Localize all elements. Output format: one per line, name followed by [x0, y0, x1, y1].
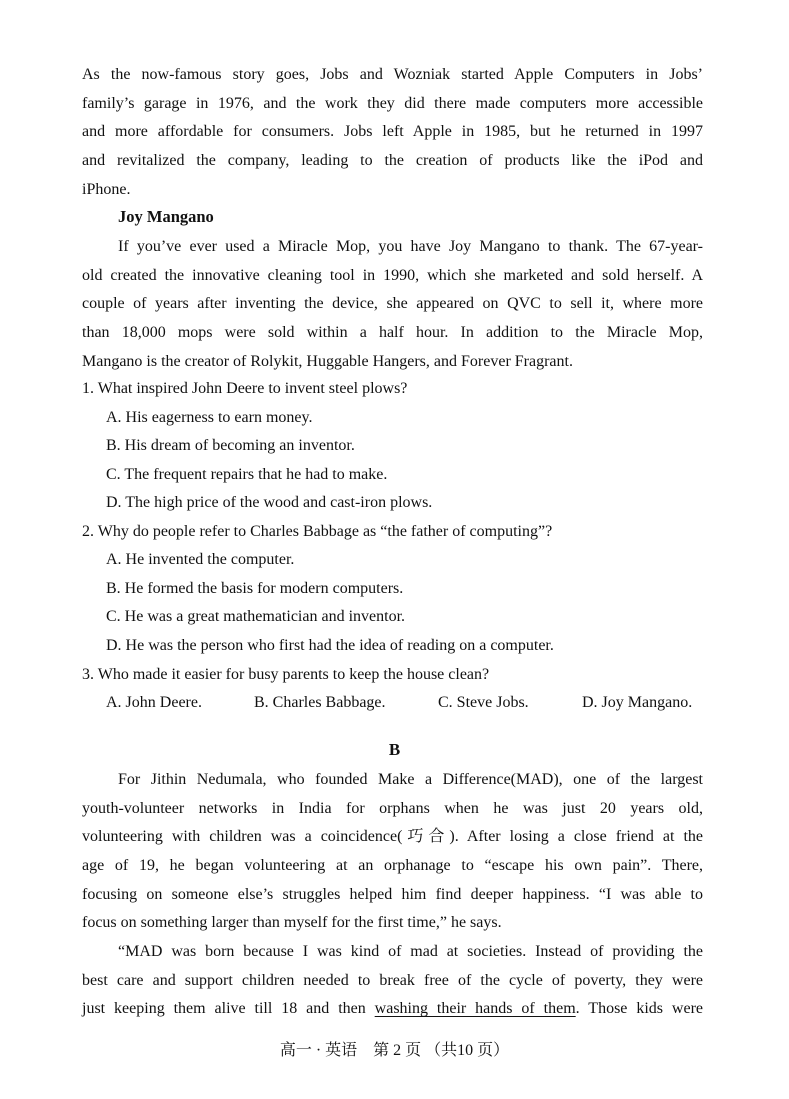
section-heading-mangano: Joy Mangano [118, 207, 214, 226]
text-line: old created the innovative cleaning tool in 1990, which she marketed and sold herself. A [82, 266, 703, 284]
text-line: focusing on someone else’s struggles helped him find deeper happiness. “I was able to [82, 885, 703, 903]
text-line: “MAD was born because I was kind of mad at societies. Instead of providing the [118, 943, 703, 960]
paragraph-jobs [82, 61, 703, 204]
text-segment: . Those kids were [575, 1000, 704, 1018]
question-1-option-d: D. The high price of the wood and cast-iron plows. [106, 494, 433, 511]
text-line: focus on something larger than myself for the first time,” he says. [82, 914, 502, 932]
text-line: and revitalized the company, leading to the creation of products like the iPod and [82, 152, 703, 170]
page-footer: 高一 · 英语 第 2 页 （共10 页） [279, 1042, 510, 1059]
question-1-option-b: B. His dream of becoming an inventor. [106, 437, 355, 454]
text-line: and more affordable for consumers. Jobs left Apple in 1985, but he returned in 1997 [82, 123, 703, 141]
text-line: family’s garage in 1976, and the work they did there made computers more accessible [82, 94, 703, 112]
question-2-option-c: C. He was a great mathematician and inventor. [106, 608, 406, 625]
text-segment: just keeping them alive till 18 and then [82, 1000, 375, 1018]
question-3-option-d: D. Joy Mangano. [582, 694, 693, 711]
text-line: than 18,000 mops were sold within a half hour. In addition to the Miracle Mop, [82, 324, 703, 342]
text-line: age of 19, he began volunteering at an orphanage to “escape his own pain”. There, [82, 857, 703, 875]
question-2-option-b: B. He formed the basis for modern computers. [106, 580, 404, 597]
question-2-option-d: D. He was the person who first had the idea of reading on a computer. [106, 637, 554, 654]
question-2-option-a: A. He invented the computer. [106, 551, 295, 568]
paragraph-b1 [82, 766, 703, 938]
text-line: For Jithin Nedumala, who founded Make a Difference(MAD), one of the largest [118, 771, 703, 788]
text-line-with-underline [82, 995, 703, 1024]
text-line: Mangano is the creator of Rolykit, Huggable Hangers, and Forever Fragrant. [82, 352, 573, 370]
question-3-stem: 3. Who made it easier for busy parents to keep the house clean? [82, 666, 490, 683]
question-1-option-c: C. The frequent repairs that he had to make. [106, 466, 388, 483]
question-1-stem: 1. What inspired John Deere to invent steel plows? [82, 380, 408, 397]
text-line: As the now-famous story goes, Jobs and Wozniak started Apple Computers in Jobs’ [82, 66, 703, 83]
question-1-option-a: A. His eagerness to earn money. [106, 409, 313, 426]
text-line: volunteering with children was a coincidence(巧合). After losing a close friend at the [82, 828, 703, 846]
section-b-heading: B [388, 740, 401, 759]
question-3-option-c: C. Steve Jobs. [438, 694, 529, 711]
text-line: youth-volunteer networks in India for orphans when he was just 20 years old, [82, 799, 703, 817]
text-line: If you’ve ever used a Miracle Mop, you have Joy Mangano to thank. The 67-year- [118, 238, 703, 255]
paragraph-mangano [82, 233, 703, 376]
underlined-phrase: washing their hands of them [374, 1000, 576, 1018]
paragraph-b2 [82, 938, 703, 1024]
text-line: best care and support children needed to break free of the cycle of poverty, they were [82, 971, 703, 989]
question-3-option-b: B. Charles Babbage. [254, 694, 386, 711]
text-line: iPhone. [82, 180, 131, 198]
question-2-stem: 2. Why do people refer to Charles Babbage as “the father of computing”? [82, 523, 553, 540]
text-line: couple of years after inventing the device, she appeared on QVC to sell it, where more [82, 295, 703, 313]
question-3-option-a: A. John Deere. [106, 694, 202, 711]
